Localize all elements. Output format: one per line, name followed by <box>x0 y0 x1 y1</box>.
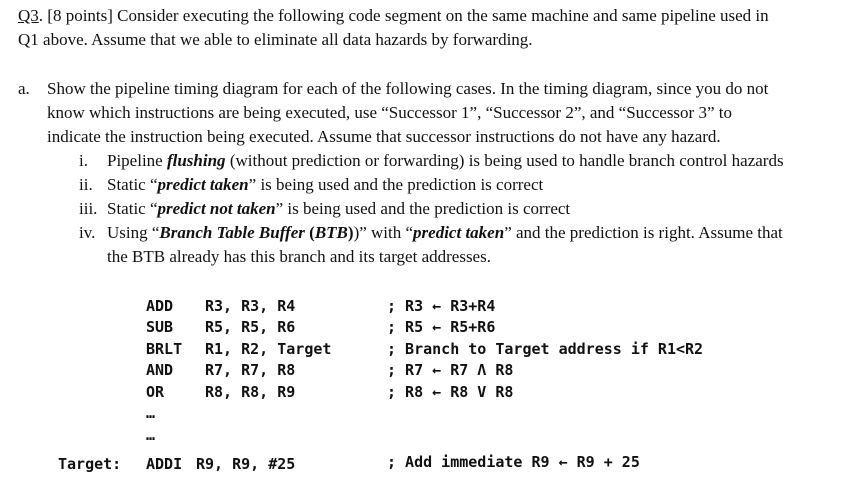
code-op: BRLT <box>146 340 183 358</box>
code-args: R3, R3, R4 <box>205 297 296 315</box>
case-ii-numeral: ii. <box>79 175 93 194</box>
case-iii-text: Static “predict not taken” is being used and the prediction is correct <box>107 199 571 218</box>
target-comment: ; Add immediate R9 ← R9 + 25 <box>387 453 640 471</box>
case-iii-numeral: iii. <box>79 199 98 218</box>
case-i-numeral: i. <box>79 151 88 170</box>
case-iv-numeral: iv. <box>79 223 96 242</box>
part-a-line-2: know which instructions are being executed, use “Successor 1”, “Successor 2”, and “Successor 3” to <box>47 103 732 122</box>
code-ellipsis: … <box>146 426 156 444</box>
code-comment: ; R8 ← R8 V R8 <box>387 383 514 401</box>
code-comment: ; R5 ← R5+R6 <box>387 318 496 336</box>
case-i-text: Pipeline flushing (without prediction or forwarding) is being used to handle branch control hazards <box>107 151 784 170</box>
case-iv-text: Using “Branch Table Buffer (BTB))” with “predict taken” and the prediction is right. Assume that <box>107 223 783 242</box>
code-comment: ; R3 ← R3+R4 <box>387 297 496 315</box>
part-a-line-3: indicate the instruction being executed. Assume that successor instructions do not have any hazard. <box>47 127 721 146</box>
question-text: . [8 points] Consider executing the following code segment on the same machine and same pipeline used in <box>38 6 769 25</box>
target-args: R9, R9, #25 <box>196 455 296 473</box>
code-op: ADD <box>146 297 174 315</box>
code-args: R8, R8, R9 <box>205 383 296 401</box>
question-line-2: Q1 above. Assume that we able to eliminate all data hazards by forwarding. <box>18 30 533 49</box>
part-a-line-1: Show the pipeline timing diagram for each of the following cases. In the timing diagram, since you do not <box>47 79 769 98</box>
code-op: SUB <box>146 318 174 336</box>
target-op: ADDI <box>146 455 183 473</box>
target-label: Target: <box>58 455 122 473</box>
code-op: AND <box>146 361 174 379</box>
part-a-label: a. <box>18 79 30 98</box>
code-args: R5, R5, R6 <box>205 318 296 336</box>
code-ellipsis: … <box>146 404 156 422</box>
case-ii-text: Static “predict taken” is being used and the prediction is correct <box>107 175 544 194</box>
question-line-1 <box>18 6 769 26</box>
case-iv-line-2: the BTB already has this branch and its target addresses. <box>107 247 491 266</box>
code-args: R7, R7, R8 <box>205 361 296 379</box>
code-args: R1, R2, Target <box>205 340 332 358</box>
question-number: Q3 <box>18 6 39 25</box>
code-op: OR <box>146 383 165 401</box>
code-comment: ; Branch to Target address if R1<R2 <box>387 340 704 358</box>
code-comment: ; R7 ← R7 Λ R8 <box>387 361 514 379</box>
